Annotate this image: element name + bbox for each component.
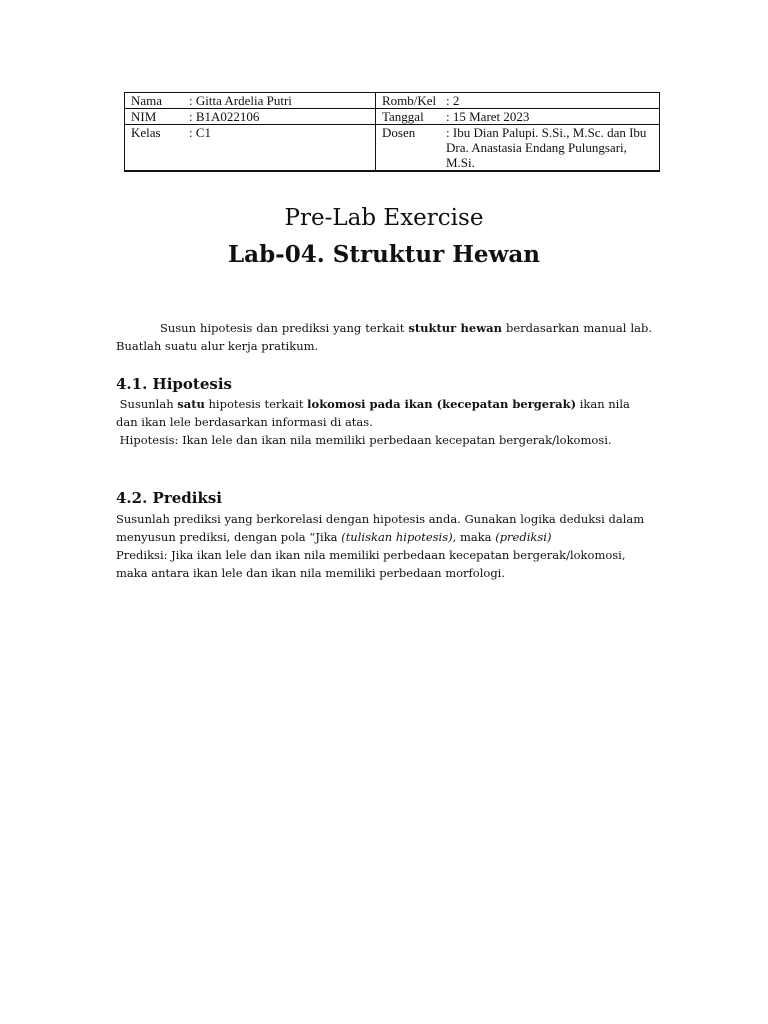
hipotesis-bold-2: lokomosi pada ikan (kecepatan bergerak): [307, 397, 577, 411]
prediksi-answer-text: Prediksi: Jika ikan lele dan ikan nila memiliki perbedaan kecepatan bergerak/lokomosi, maka antara ikan lele dan ikan nila memiliki perbedaan morfologi.: [116, 548, 626, 580]
intro-paragraph: [116, 319, 652, 355]
prediksi-italic-2: (prediksi): [495, 530, 552, 544]
label-nim: NIM: [125, 109, 184, 125]
table-row: [125, 125, 660, 172]
value-kelas: : C1: [183, 125, 376, 172]
prediksi-text-2: , maka: [452, 530, 496, 544]
prediksi-italic-1: (tuliskan hipotesis): [341, 530, 453, 544]
value-tanggal: : 15 Maret 2023: [440, 109, 660, 125]
table-row: [125, 109, 660, 125]
section-heading-hipotesis: 4.1. Hipotesis: [116, 375, 232, 393]
label-dosen: Dosen: [376, 125, 441, 172]
value-nim: : B1A022106: [183, 109, 376, 125]
prediksi-text-1: Susunlah prediksi yang berkorelasi dengan hipotesis anda. Gunakan logika deduksi dalam menyusun prediksi, dengan pola “Jika: [116, 512, 645, 544]
label-tanggal: Tanggal: [376, 109, 441, 125]
hipotesis-text-3: ikan nila dan ikan lele berdasarkan informasi di atas.: [116, 397, 630, 429]
label-nama: Nama: [125, 93, 184, 109]
label-romb-kel: Romb/Kel: [376, 93, 441, 109]
page-subtitle: Lab-04. Struktur Hewan: [228, 241, 540, 268]
student-info-table: [124, 92, 660, 172]
hipotesis-instruction: [116, 395, 652, 431]
section-heading-prediksi: 4.2. Prediksi: [116, 489, 222, 507]
label-kelas: Kelas: [125, 125, 184, 172]
hipotesis-answer: [116, 431, 652, 449]
intro-text-1: Susun hipotesis dan prediksi yang terkait: [160, 321, 409, 335]
value-nama: : Gitta Ardelia Putri: [183, 93, 376, 109]
value-romb-kel: : 2: [440, 93, 660, 109]
page-title: Pre-Lab Exercise: [284, 205, 484, 231]
hipotesis-text-1: Susunlah: [119, 397, 178, 411]
intro-bold: stuktur hewan: [408, 321, 502, 335]
intro-text-2: berdasarkan manual lab. Buatlah suatu alur kerja pratikum.: [116, 321, 652, 353]
hipotesis-answer-text: Hipotesis: Ikan lele dan ikan nila memiliki perbedaan kecepatan bergerak/lokomosi.: [119, 433, 612, 447]
value-dosen: : Ibu Dian Palupi. S.Si., M.Sc. dan Ibu Dra. Anastasia Endang Pulungsari, M.Si.: [440, 125, 660, 172]
table-row: [125, 93, 660, 109]
prediksi-instruction: [116, 510, 652, 582]
hipotesis-bold-1: satu: [177, 397, 205, 411]
hipotesis-text-2: hipotesis terkait: [204, 397, 308, 411]
